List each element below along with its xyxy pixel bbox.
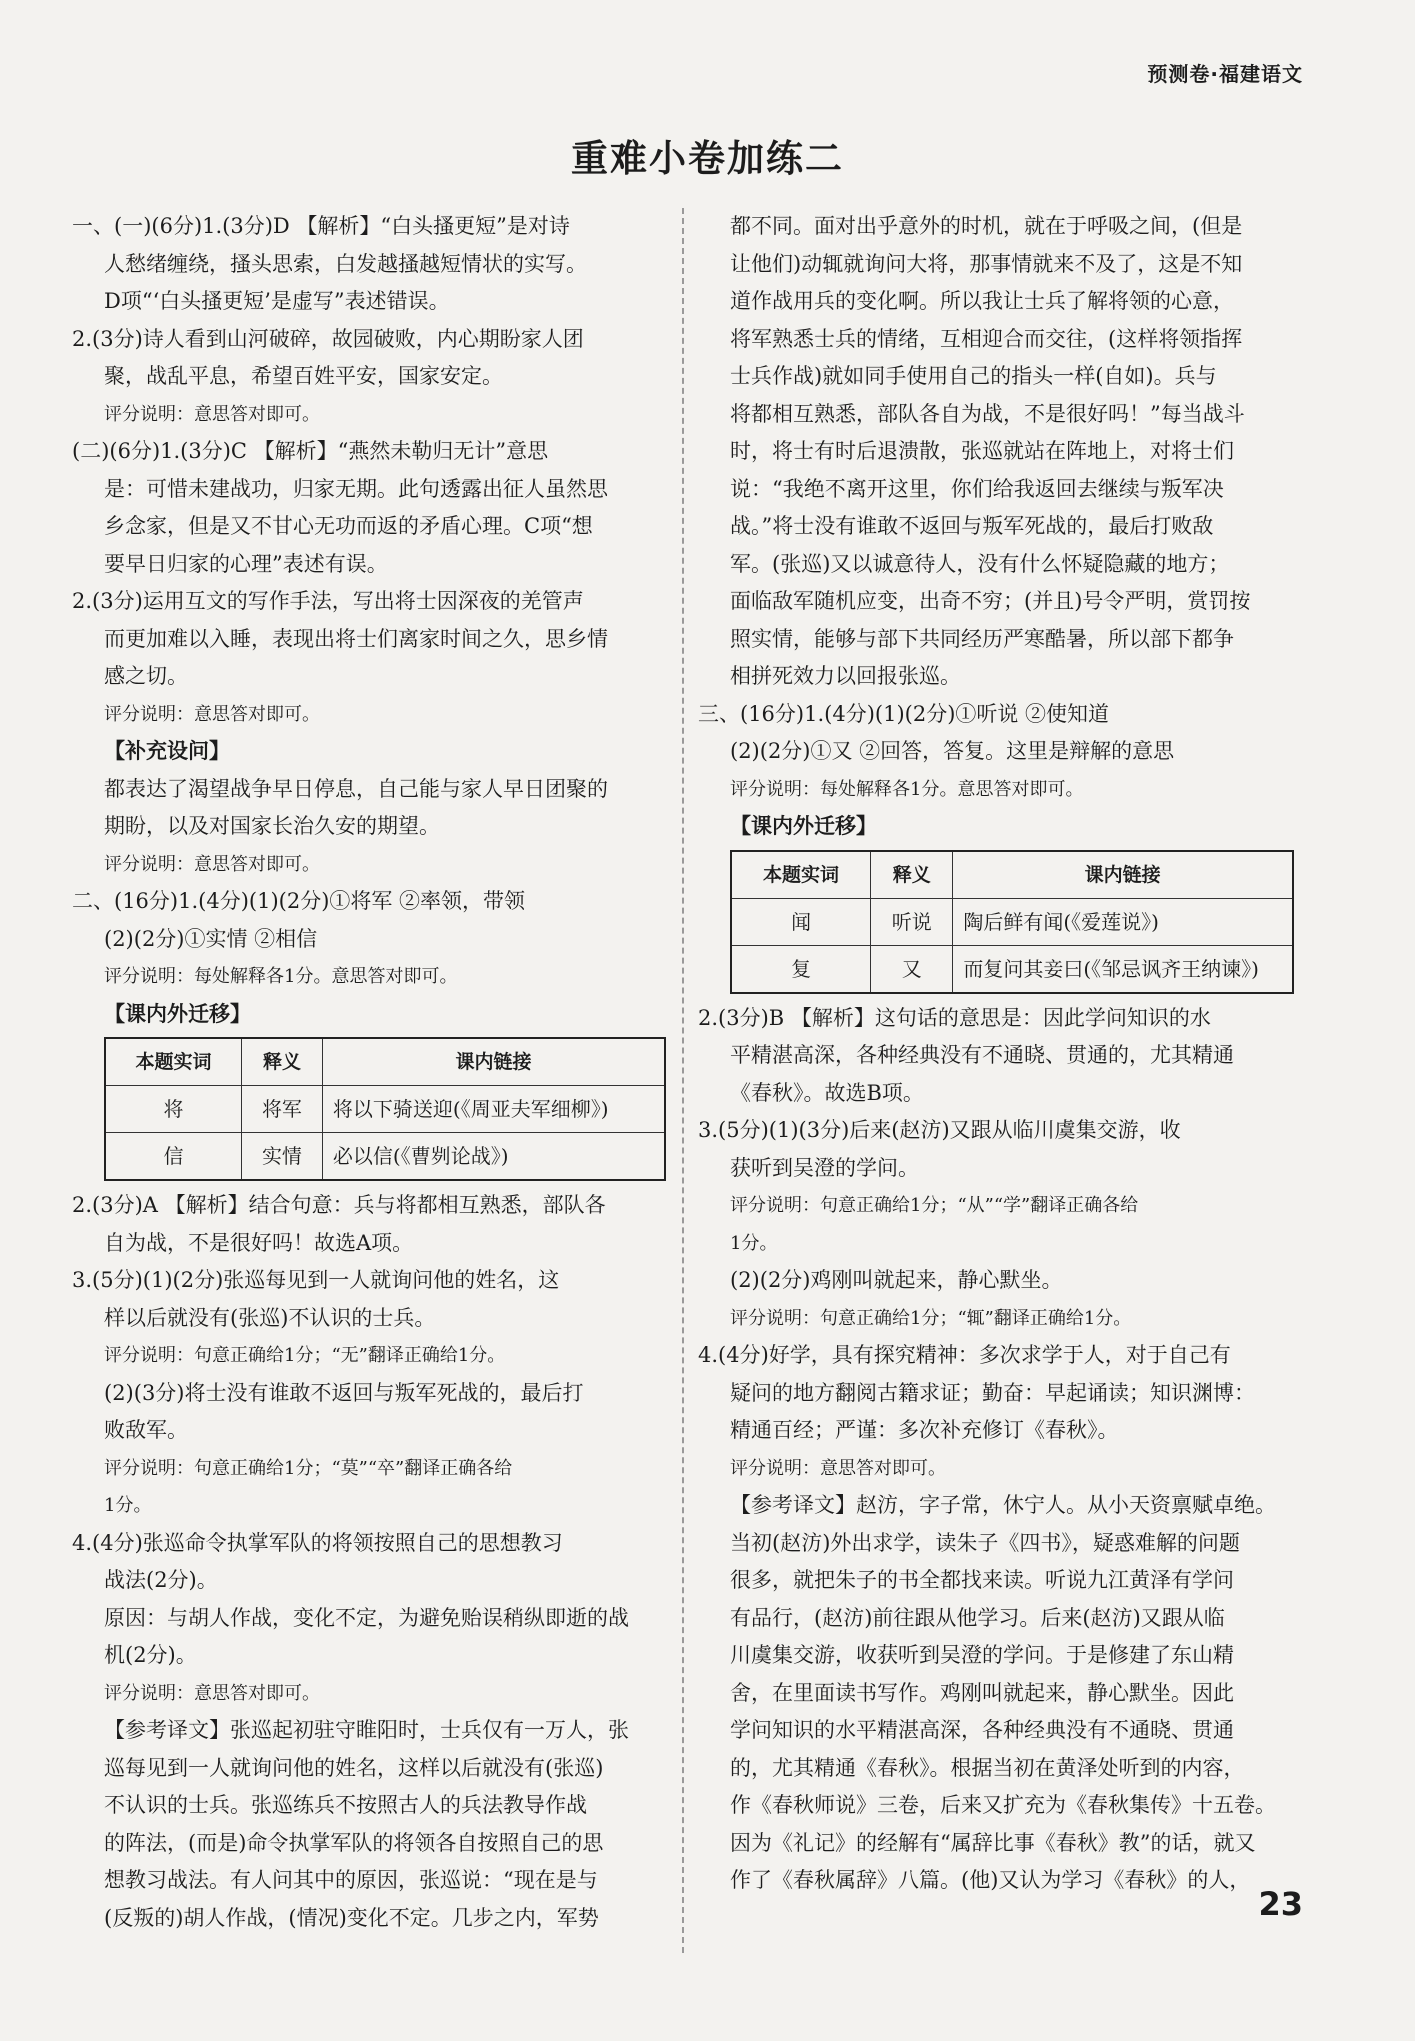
reference-translation: 让他们)动辄就询问大将，那事情就来不及了，这是不知 bbox=[730, 251, 1243, 276]
table-row bbox=[105, 1133, 665, 1181]
reference-translation: 有品行，(赵汸)前往跟从他学习。后来(赵汸)又跟从临 bbox=[730, 1605, 1225, 1630]
reference-translation: 说：“我绝不离开这里，你们给我返回去继续与叛军决 bbox=[730, 476, 1224, 501]
reference-translation: 巡每见到一人就询问他的姓名，这样以后就没有(张巡) bbox=[104, 1755, 604, 1780]
reference-translation: 照实情，能够与部下共同经历严寒酷暑，所以部下都争 bbox=[730, 626, 1234, 651]
table-cell: 必以信(《曹刿论战》) bbox=[322, 1133, 665, 1181]
table-header: 释义 bbox=[242, 1038, 323, 1086]
reference-translation: 不认识的士兵。张巡练兵不按照古人的兵法教导作战 bbox=[104, 1793, 587, 1817]
section-label: 【课内外迁移】 bbox=[730, 814, 877, 838]
answer-line: 样以后就没有(张巡)不认识的士兵。 bbox=[104, 1305, 436, 1330]
reference-translation: 军。(张巡)又以诚意待人，没有什么怀疑隐藏的地方； bbox=[730, 551, 1230, 576]
scoring-note: 评分说明：意思答对即可。 bbox=[104, 1682, 320, 1704]
table-cell: 陶后鲜有闻(《爱莲说》) bbox=[953, 898, 1293, 945]
column-divider bbox=[682, 208, 684, 1953]
reference-translation: 时，将士有时后退溃散，张巡就站在阵地上，对将士们 bbox=[730, 439, 1234, 463]
answer-line: 一、(一)(6分)1.(3分)D 【解析】“白头搔更短”是对诗 bbox=[72, 214, 570, 238]
answer-line: (二)(6分)1.(3分)C 【解析】“燕然未勒归无计”意思 bbox=[72, 439, 549, 463]
reference-translation: 想教习战法。有人问其中的原因，张巡说：“现在是与 bbox=[104, 1868, 598, 1892]
answer-line: 4.(4分)好学，具有探究精神：多次求学于人，对于自己有 bbox=[698, 1343, 1231, 1367]
answer-line: 人愁绪缠绕，搔头思索，白发越搔越短情状的实写。 bbox=[104, 251, 587, 276]
table-header: 释义 bbox=[871, 851, 953, 899]
answer-line: 感之切。 bbox=[104, 664, 188, 688]
reference-translation: 战。”将士没有谁敢不返回与叛军死战的，最后打败敌 bbox=[730, 514, 1214, 538]
scoring-note: 1分。 bbox=[104, 1495, 152, 1516]
answer-line: 2.(3分)B 【解析】这句话的意思是：因此学问知识的水 bbox=[698, 1005, 1211, 1030]
answer-line: 获听到吴澄的学问。 bbox=[730, 1155, 919, 1180]
table-cell: 将以下骑送迎(《周亚夫军细柳》) bbox=[322, 1086, 665, 1133]
table-cell: 复 bbox=[731, 945, 871, 993]
table-cell: 实情 bbox=[242, 1133, 323, 1181]
reference-translation: 的阵法，(而是)命令执掌军队的将领各自按照自己的思 bbox=[104, 1830, 604, 1855]
answer-line: (2)(2分)①实情 ②相信 bbox=[104, 926, 318, 951]
scoring-note: 评分说明：意思答对即可。 bbox=[104, 703, 320, 725]
answer-line: 乡念家，但是又不甘心无功而返的矛盾心理。C项“想 bbox=[104, 514, 593, 538]
answer-line: D项“‘白头搔更短’是虚写”表述错误。 bbox=[104, 289, 450, 313]
answer-line: 而更加难以入睡，表现出将士们离家时间之久，思乡情 bbox=[104, 626, 608, 651]
table-cell: 听说 bbox=[871, 898, 953, 945]
table-cell: 将军 bbox=[242, 1086, 323, 1133]
reference-translation: 因为《礼记》的经解有“属辞比事《春秋》教”的话，就又 bbox=[730, 1830, 1256, 1855]
table-cell: 闻 bbox=[731, 898, 871, 945]
scoring-note: 评分说明：句意正确给1分；“无”翻译正确给1分。 bbox=[104, 1345, 506, 1366]
answer-line: 《春秋》。故选B项。 bbox=[730, 1080, 924, 1105]
reference-translation: 作《春秋师说》三卷，后来又扩充为《春秋集传》十五卷。 bbox=[730, 1793, 1276, 1817]
page-title: 重难小卷加练二 bbox=[571, 137, 844, 180]
table-header-row bbox=[105, 1038, 665, 1086]
table-cell: 将 bbox=[105, 1086, 242, 1133]
table-header: 课内链接 bbox=[322, 1038, 665, 1086]
answer-line: 机(2分)。 bbox=[104, 1643, 197, 1667]
reference-translation: 作了《春秋属辞》八篇。(他)又认为学习《春秋》的人， bbox=[730, 1868, 1251, 1892]
answer-line: 2.(3分)诗人看到山河破碎，故园破败，内心期盼家人团 bbox=[72, 326, 584, 351]
page-number: 23 bbox=[1258, 1885, 1303, 1923]
answer-line: 三、(16分)1.(4分)(1)(2分)①听说 ②使知道 bbox=[698, 701, 1110, 726]
table-cell: 信 bbox=[105, 1133, 242, 1181]
reference-translation: 的，尤其精通《春秋》。根据当初在黄泽处听到的内容， bbox=[730, 1755, 1245, 1780]
answer-line: 是：可惜未建战功，归家无期。此句透露出征人虽然思 bbox=[104, 476, 608, 501]
table-cell: 而复问其妾曰(《邹忌讽齐王纳谏》) bbox=[953, 945, 1293, 993]
scoring-note: 评分说明：意思答对即可。 bbox=[104, 403, 320, 425]
left-column bbox=[72, 208, 666, 1937]
table-header: 本题实词 bbox=[105, 1038, 242, 1086]
answer-line: 2.(3分)A 【解析】结合句意：兵与将都相互熟悉，部队各 bbox=[72, 1193, 606, 1217]
answer-line: (2)(3分)将士没有谁敢不返回与叛军死战的，最后打 bbox=[104, 1380, 584, 1405]
answer-line: 要早日归家的心理”表述有误。 bbox=[104, 551, 388, 576]
reference-translation: (反叛的)胡人作战，(情况)变化不定。几步之内，军势 bbox=[104, 1905, 599, 1930]
table-header: 本题实词 bbox=[731, 851, 871, 899]
answer-line: 都表达了渴望战争早日停息，自己能与家人早日团聚的 bbox=[104, 776, 608, 801]
reference-translation: 将都相互熟悉，部队各自为战，不是很好吗！”每当战斗 bbox=[730, 401, 1245, 426]
answer-line: 期盼，以及对国家长治久安的期望。 bbox=[104, 814, 440, 838]
table-row bbox=[105, 1086, 665, 1133]
reference-translation: 当初(赵汸)外出求学，读朱子《四书》，疑惑难解的问题 bbox=[730, 1530, 1240, 1555]
reference-translation: 相拼死效力以回报张巡。 bbox=[730, 664, 961, 688]
table-row bbox=[731, 898, 1293, 945]
reference-translation: 学问知识的水平精湛高深，各种经典没有不通晓、贯通 bbox=[730, 1718, 1234, 1742]
scoring-note: 评分说明：句意正确给1分；“从”“学”翻译正确各给 bbox=[730, 1195, 1139, 1216]
answer-line: (2)(2分)鸡刚叫就起来，静心默坐。 bbox=[730, 1268, 1063, 1292]
reference-translation: 面临敌军随机应变，出奇不穷；(并且)号令严明，赏罚按 bbox=[730, 589, 1251, 613]
reference-translation: 【参考译文】赵汸，字子常，休宁人。从小天资禀赋卓绝。 bbox=[730, 1493, 1276, 1517]
reference-translation: 士兵作战)就如同手使用自己的指头一样(自如)。兵与 bbox=[730, 364, 1217, 388]
page-header: 预测卷·福建语文 bbox=[1147, 62, 1303, 86]
reference-translation: 【参考译文】张巡起初驻守睢阳时，士兵仅有一万人，张 bbox=[104, 1718, 629, 1742]
answer-line: 自为战，不是很好吗！故选A项。 bbox=[104, 1230, 414, 1255]
right-column bbox=[698, 208, 1294, 1900]
reference-translation: 道作战用兵的变化啊。所以我让士兵了解将领的心意， bbox=[730, 289, 1234, 313]
table-row bbox=[731, 945, 1293, 993]
answer-line: 聚，战乱平息，希望百姓平安，国家安定。 bbox=[104, 364, 503, 388]
table-cell: 又 bbox=[871, 945, 953, 993]
table-header-row bbox=[731, 851, 1293, 899]
word-link-table bbox=[730, 850, 1294, 994]
answer-line: 平精湛高深，各种经典没有不通晓、贯通的，尤其精通 bbox=[730, 1043, 1234, 1067]
answer-line: 二、(16分)1.(4分)(1)(2分)①将军 ②率领，带领 bbox=[72, 889, 526, 913]
table-header: 课内链接 bbox=[953, 851, 1293, 899]
answer-line: 2.(3分)运用互文的写作手法，写出将士因深夜的羌管声 bbox=[72, 589, 584, 613]
reference-translation: 都不同。面对出乎意外的时机，就在于呼吸之间，(但是 bbox=[730, 214, 1243, 238]
answer-line: 败敌军。 bbox=[104, 1418, 188, 1442]
answer-line: 疑问的地方翻阅古籍求证；勤奋：早起诵读；知识渊博： bbox=[730, 1380, 1255, 1405]
scoring-note: 评分说明：句意正确给1分；“莫”“卒”翻译正确各给 bbox=[104, 1457, 513, 1479]
section-label: 【课内外迁移】 bbox=[104, 1001, 251, 1026]
scoring-note: 评分说明：意思答对即可。 bbox=[104, 853, 320, 875]
answer-line: 3.(5分)(1)(2分)张巡每见到一人就询问他的姓名，这 bbox=[72, 1268, 560, 1292]
reference-translation: 很多，就把朱子的书全都找来读。听说九江黄泽有学问 bbox=[730, 1568, 1234, 1592]
answer-line: 3.(5分)(1)(3分)后来(赵汸)又跟从临川虞集交游，收 bbox=[698, 1118, 1181, 1142]
reference-translation: 川虞集交游，收获听到吴澄的学问。于是修建了东山精 bbox=[730, 1643, 1234, 1667]
scoring-note: 评分说明：句意正确给1分；“辄”翻译正确给1分。 bbox=[730, 1307, 1132, 1329]
scoring-note: 评分说明：意思答对即可。 bbox=[730, 1457, 946, 1479]
answer-line: 精通百经；严谨：多次补充修订《春秋》。 bbox=[730, 1418, 1119, 1442]
scoring-note: 1分。 bbox=[730, 1232, 778, 1254]
answer-line: 4.(4分)张巡命令执掌军队的将领按照自己的思想教习 bbox=[72, 1530, 563, 1555]
section-label: 【补充设问】 bbox=[104, 739, 230, 763]
scoring-note: 评分说明：每处解释各1分。意思答对即可。 bbox=[730, 778, 1084, 800]
answer-line: 原因：与胡人作战，变化不定，为避免贻误稍纵即逝的战 bbox=[104, 1605, 629, 1630]
answer-line: (2)(2分)①又 ②回答，答复。这里是辩解的意思 bbox=[730, 739, 1175, 763]
scoring-note: 评分说明：每处解释各1分。意思答对即可。 bbox=[104, 966, 458, 987]
reference-translation: 将军熟悉士兵的情绪，互相迎合而交往，(这样将领指挥 bbox=[730, 326, 1243, 351]
word-link-table bbox=[104, 1037, 666, 1181]
reference-translation: 舍，在里面读书写作。鸡刚叫就起来，静心默坐。因此 bbox=[730, 1680, 1234, 1705]
answer-line: 战法(2分)。 bbox=[104, 1568, 218, 1592]
